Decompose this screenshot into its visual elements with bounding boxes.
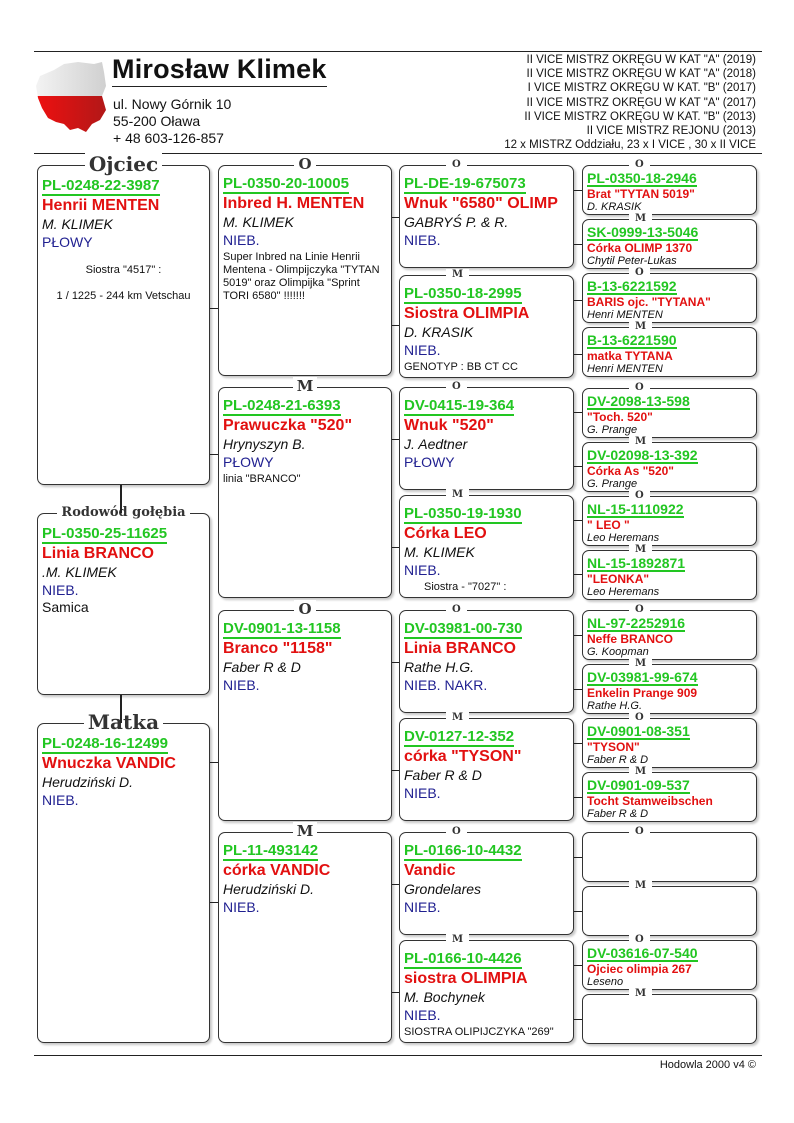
connector-line <box>392 992 399 993</box>
ring-number: SK-0999-13-5046 <box>587 224 699 240</box>
great-great-grandparent-card <box>582 490 757 546</box>
card-label <box>38 154 209 174</box>
plumage-color: PŁOWY <box>404 453 455 470</box>
connector-line <box>392 770 399 771</box>
breeder-owner: G. Prange <box>587 424 638 436</box>
ring-number: PL-DE-19-675073 <box>404 175 526 192</box>
card-label <box>583 881 756 891</box>
breeder-owner: Leo Heremans <box>587 532 660 544</box>
plumage-color: PŁOWY <box>42 233 93 250</box>
connector-line <box>392 325 399 326</box>
connector-line <box>574 689 582 690</box>
breeder-owner: Herudziński D. <box>223 880 315 897</box>
pigeon-name: matka TYTANA <box>587 349 673 363</box>
pigeon-name: siostra OLIMPIA <box>404 969 528 987</box>
connector-line <box>574 244 582 245</box>
pigeon-name: Inbred H. MENTEN <box>223 194 365 212</box>
breeder-owner: J. Aedtner <box>404 435 468 452</box>
pigeon-note: SIOSTRA OLIPIJCZYKA "269" <box>404 1025 554 1038</box>
ring-number: PL-0248-16-12499 <box>42 735 168 752</box>
card-label <box>400 605 573 615</box>
breeder-owner: Herudziński D. <box>42 773 134 790</box>
breeder-owner: M. KLIMEK <box>404 543 475 560</box>
breeder-owner: GABRYŚ P. & R. <box>404 213 509 230</box>
card-label <box>38 712 209 732</box>
pigeon-name: "Toch. 520" <box>587 410 653 424</box>
breeder-owner: Faber R & D <box>587 754 649 766</box>
mother-card <box>37 710 210 1043</box>
ring-number: B-13-6221592 <box>587 278 677 294</box>
card-label <box>583 767 756 777</box>
achievement-title: II VICE MISTRZ OKRĘGU W KAT "A" (2017) <box>526 96 756 109</box>
ring-number: NL-15-1110922 <box>587 501 684 517</box>
grandparent-card <box>218 822 392 1043</box>
ring-number-wrap <box>404 276 569 304</box>
card-label-text: O <box>629 490 650 501</box>
plumage-color: NIEB. <box>404 898 441 915</box>
breeder-address <box>113 96 231 147</box>
connector-line <box>392 439 399 440</box>
pigeon-name: BARIS ojc. "TYTANA" <box>587 295 711 309</box>
pigeon-name: Ojciec olimpia 267 <box>587 962 692 976</box>
card-label-text: M <box>629 658 652 669</box>
great-great-grandparent-card <box>582 544 757 600</box>
ring-number: PL-0350-19-1930 <box>404 505 522 522</box>
ring-number: DV-0127-12-352 <box>404 728 515 745</box>
card-label-text: Rodowód gołębia <box>57 505 189 520</box>
breeder-owner: Faber R & D <box>587 808 649 820</box>
card-label <box>583 268 756 278</box>
great-grandparent-card <box>399 826 574 935</box>
breeder-owner: D. KRASIK <box>587 201 642 213</box>
plumage-color: NIEB. <box>42 791 79 808</box>
connector-line <box>574 797 582 798</box>
connector-line <box>574 190 582 191</box>
pigeon-name: Wnuczka VANDIC <box>42 754 176 772</box>
breeder-owner: Grondelares <box>404 880 482 897</box>
great-great-grandparent-card <box>582 658 757 714</box>
ring-number: PL-0166-10-4426 <box>404 950 522 967</box>
breeder-owner: M. KLIMEK <box>42 215 113 232</box>
card-label-text: O <box>629 382 650 393</box>
card-label <box>400 713 573 723</box>
card-label-text: O <box>629 712 650 723</box>
breeder-owner: Hrynyszyn B. <box>223 435 306 452</box>
achievement-title: II VICE MISTRZ OKRĘGU W KAT "A" (2019) <box>526 54 756 66</box>
pigeon-name: Linia BRANCO <box>404 639 516 657</box>
pigeon-name: Enkelin Prange 909 <box>587 686 698 700</box>
connector-line <box>574 1019 582 1020</box>
ring-number: NL-97-2252916 <box>587 615 686 631</box>
plumage-color: NIEB. <box>404 784 441 801</box>
card-label <box>219 379 391 394</box>
ring-number: PL-0350-18-2995 <box>404 285 522 302</box>
address-city: 55-200 Oława <box>113 113 201 129</box>
breeder-owner: Faber R & D <box>223 658 301 675</box>
connector-line <box>120 695 122 723</box>
connector-line <box>392 217 399 218</box>
card-label <box>400 382 573 392</box>
ring-number: PL-0248-22-3987 <box>42 177 160 194</box>
ring-number: PL-0166-10-4432 <box>404 842 522 859</box>
pigeon-name: "LEONKA" <box>587 572 650 586</box>
card-label <box>583 605 756 615</box>
great-great-grandparent-card <box>582 766 757 822</box>
pigeon-name: Wnuk "520" <box>404 416 494 434</box>
connector-line <box>574 574 582 575</box>
subject-card <box>37 505 210 695</box>
great-great-grandparent-card <box>582 382 757 438</box>
pigeon-name: Neffe BRANCO <box>587 632 674 646</box>
pigeon-name: Brat "TYTAN 5019" <box>587 187 695 201</box>
pigeon-name: Vandic <box>404 861 456 879</box>
card-label-text: M <box>629 766 652 777</box>
pigeon-name: Córka OLIMP 1370 <box>587 241 693 255</box>
footer-credit: Hodowla 2000 v4 © <box>659 1059 756 1071</box>
pigeon-note: Super Inbred na Linie Henrii Mentena - Olimpijczyka "TYTAN 5019" oraz Olimpijka "Sprint TORI 6580" !!!!!!! <box>223 250 380 302</box>
card-label <box>400 160 573 170</box>
pigeon-name: córka VANDIC <box>223 861 331 879</box>
ring-number: PL-0248-21-6393 <box>223 397 341 414</box>
ring-number: DV-0901-08-351 <box>587 723 690 739</box>
card-label <box>583 713 756 723</box>
card-label-text: O <box>294 600 315 618</box>
ring-number-wrap <box>404 166 569 194</box>
card-label <box>38 506 209 519</box>
connector-line <box>210 308 218 309</box>
ring-number: DV-2098-13-598 <box>587 393 690 409</box>
connector-line <box>210 902 218 903</box>
card-label <box>219 824 391 839</box>
connector-line <box>210 454 218 455</box>
card-label-text: M <box>629 213 652 224</box>
breeder-owner: Rathe H.G. <box>587 700 643 712</box>
card-label-text: M <box>293 822 318 840</box>
card-label-text: M <box>293 377 318 395</box>
connector-line <box>120 485 122 513</box>
pigeon-name: Prawuczka "520" <box>223 416 353 434</box>
ring-number: DV-0901-13-1158 <box>223 620 341 637</box>
plumage-color: NIEB. <box>404 561 441 578</box>
breeder-owner: Henri MENTEN <box>587 309 663 321</box>
ring-number-wrap <box>404 941 569 969</box>
great-great-grandparent-card <box>582 712 757 768</box>
card-label <box>583 437 756 447</box>
address-street: ul. Nowy Górnik 10 <box>113 96 232 112</box>
connector-line <box>574 857 582 858</box>
card-label <box>400 490 573 500</box>
ring-number: PL-0350-20-10005 <box>223 175 349 192</box>
pigeon-name: córka "TYSON" <box>404 747 522 765</box>
great-great-grandparent-card <box>582 213 757 269</box>
breeder-owner: Rathe H.G. <box>404 658 475 675</box>
breeder-owner: D. KRASIK <box>404 323 474 340</box>
card-label <box>400 935 573 945</box>
card-label <box>583 383 756 393</box>
achievement-title: II VICE MISTRZ OKRĘGU W KAT. "B" (2013) <box>524 110 756 123</box>
ring-number-wrap <box>404 719 569 747</box>
great-great-grandparent-card <box>582 880 757 936</box>
pigeon-note: GENOTYP : BB CT CC <box>404 360 518 373</box>
great-great-grandparent-card <box>582 934 757 990</box>
connector-line <box>392 884 399 885</box>
pigeon-note: 1 / 1225 - 244 km Vetschau <box>56 289 191 302</box>
breeder-owner: Henri MENTEN <box>587 363 663 375</box>
great-great-grandparent-card <box>582 604 757 660</box>
breeder-owner: G. Prange <box>587 478 638 490</box>
pigeon-name: Córka LEO <box>404 524 487 542</box>
great-great-grandparent-card <box>582 436 757 492</box>
grandparent-card <box>218 155 392 376</box>
card-label <box>583 935 756 945</box>
plumage-color: NIEB. <box>404 341 441 358</box>
achievements-list <box>504 53 756 152</box>
header-top-rule <box>34 51 762 52</box>
pigeon-note: Samica <box>42 598 89 615</box>
ring-number: DV-02098-13-392 <box>587 447 698 463</box>
connector-line <box>574 412 582 413</box>
card-label <box>583 989 756 999</box>
ring-number: PL-11-493142 <box>223 842 319 859</box>
connector-line <box>574 520 582 521</box>
great-grandparent-card <box>399 712 574 821</box>
pigeon-name: "TYSON" <box>587 740 640 754</box>
plumage-color: NIEB. NAKR. <box>404 676 488 693</box>
plumage-color: NIEB. <box>404 1006 441 1023</box>
great-grandparent-card <box>399 269 574 378</box>
great-grandparent-card <box>399 604 574 713</box>
ring-number-wrap <box>404 833 569 861</box>
ring-number: PL-0350-18-2946 <box>587 170 697 186</box>
card-label <box>219 157 391 172</box>
pigeon-name: Henrii MENTEN <box>42 196 160 214</box>
card-label-text: Ojciec <box>85 152 162 176</box>
breeder-owner: .M. KLIMEK <box>42 563 117 580</box>
ring-number-wrap <box>404 496 569 524</box>
ring-number: DV-0415-19-364 <box>404 397 515 414</box>
plumage-color: PŁOWY <box>223 453 274 470</box>
connector-line <box>392 662 399 663</box>
pigeon-name: Linia BRANCO <box>42 544 154 562</box>
great-great-grandparent-card <box>582 321 757 377</box>
card-label-text: Matka <box>84 710 163 734</box>
connector-line <box>574 743 582 744</box>
achievement-title: II VICE MISTRZ OKRĘGU W KAT "A" (2018) <box>526 68 756 81</box>
ring-number: B-13-6221590 <box>587 332 677 348</box>
connector-line <box>392 547 399 548</box>
card-label <box>583 491 756 501</box>
pigeon-note: linia "BRANCO" <box>223 472 301 485</box>
card-label-text: M <box>446 712 469 723</box>
card-label-text: O <box>446 826 467 837</box>
ring-number: PL-0350-25-11625 <box>42 525 168 542</box>
card-label-text: O <box>294 155 315 173</box>
pigeon-name: " LEO " <box>587 518 630 532</box>
address-phone: + 48 603-126-857 <box>113 130 224 146</box>
connector-line <box>574 354 582 355</box>
ring-number-wrap <box>404 611 569 639</box>
achievement-title: II VICE MISTRZ REJONU (2013) <box>586 125 756 138</box>
card-label-text: O <box>629 826 650 837</box>
card-label <box>583 659 756 669</box>
great-great-grandparent-card <box>582 826 757 882</box>
card-label-text: M <box>629 321 652 332</box>
pigeon-name: Tocht Stamweibschen <box>587 794 713 808</box>
pigeon-name: Branco "1158" <box>223 639 333 657</box>
father-card <box>37 152 210 485</box>
card-label-text: M <box>446 269 469 280</box>
grandparent-card <box>218 600 392 821</box>
card-label-text: O <box>629 604 650 615</box>
card-label <box>583 160 756 170</box>
connector-line <box>210 762 218 763</box>
ring-number: DV-0901-09-537 <box>587 777 690 793</box>
card-label <box>400 827 573 837</box>
breeder-owner: M. Bochynek <box>404 988 485 1005</box>
achievement-title: 12 x MISTRZ Oddziału, 23 x I VICE , 30 x II VICE <box>504 139 756 152</box>
connector-line <box>574 300 582 301</box>
achievement-title: I VICE MISTRZ OKRĘGU W KAT. "B" (2017) <box>527 82 756 95</box>
card-label <box>219 602 391 617</box>
great-great-grandparent-card <box>582 988 757 1044</box>
pigeon-name: Wnuk "6580" OLIMP <box>404 194 558 212</box>
plumage-color: NIEB. <box>42 581 79 598</box>
connector-line <box>574 466 582 467</box>
pigeon-note: Siostra "4517" : <box>85 263 162 276</box>
breeder-owner: Chytil Peter-Lukas <box>587 255 677 267</box>
card-label-text: M <box>629 436 652 447</box>
card-label-text: M <box>446 489 469 500</box>
card-label-text: O <box>446 381 467 392</box>
card-label <box>583 214 756 224</box>
card-label <box>583 322 756 332</box>
card-label <box>400 270 573 280</box>
plumage-color: NIEB. <box>223 231 260 248</box>
ring-number: NL-15-1892871 <box>587 555 686 571</box>
card-label-text: M <box>629 988 652 999</box>
great-grandparent-card <box>399 159 574 268</box>
breeder-owner: M. KLIMEK <box>223 213 294 230</box>
plumage-color: NIEB. <box>223 898 260 915</box>
great-great-grandparent-card <box>582 159 757 215</box>
poland-map-logo <box>34 58 108 138</box>
breeder-owner: Faber R & D <box>404 766 482 783</box>
plumage-color: NIEB. <box>223 676 260 693</box>
ring-number: DV-03616-07-540 <box>587 945 698 961</box>
breeder-name: Mirosław Klimek <box>112 54 327 87</box>
card-label <box>583 545 756 555</box>
card-label-text: O <box>629 267 650 278</box>
ring-number: DV-03981-99-674 <box>587 669 698 685</box>
grandparent-card <box>218 377 392 598</box>
card-label-text: O <box>629 934 650 945</box>
card-label-text: M <box>629 880 652 891</box>
card-label-text: O <box>629 159 650 170</box>
connector-line <box>574 911 582 912</box>
pigeon-name: Siostra OLIMPIA <box>404 304 530 322</box>
card-label-text: O <box>446 604 467 615</box>
plumage-color: NIEB. <box>404 231 441 248</box>
great-great-grandparent-card <box>582 267 757 323</box>
great-grandparent-card <box>399 489 574 598</box>
card-label-text: M <box>446 934 469 945</box>
connector-line <box>574 635 582 636</box>
card-label-text: M <box>629 544 652 555</box>
breeder-owner: Leo Heremans <box>587 586 660 598</box>
great-grandparent-card <box>399 381 574 490</box>
connector-line <box>574 965 582 966</box>
ring-number-wrap <box>404 388 569 416</box>
card-label-text: O <box>446 159 467 170</box>
pigeon-note: Siostra - "7027" : <box>424 580 507 593</box>
pigeon-name: Córka As "520" <box>587 464 674 478</box>
card-label <box>583 827 756 837</box>
breeder-owner: G. Koopman <box>587 646 649 658</box>
footer-rule <box>34 1055 762 1056</box>
great-grandparent-card <box>399 934 574 1043</box>
ring-number: DV-03981-00-730 <box>404 620 523 637</box>
breeder-owner: Leseno <box>587 976 624 988</box>
